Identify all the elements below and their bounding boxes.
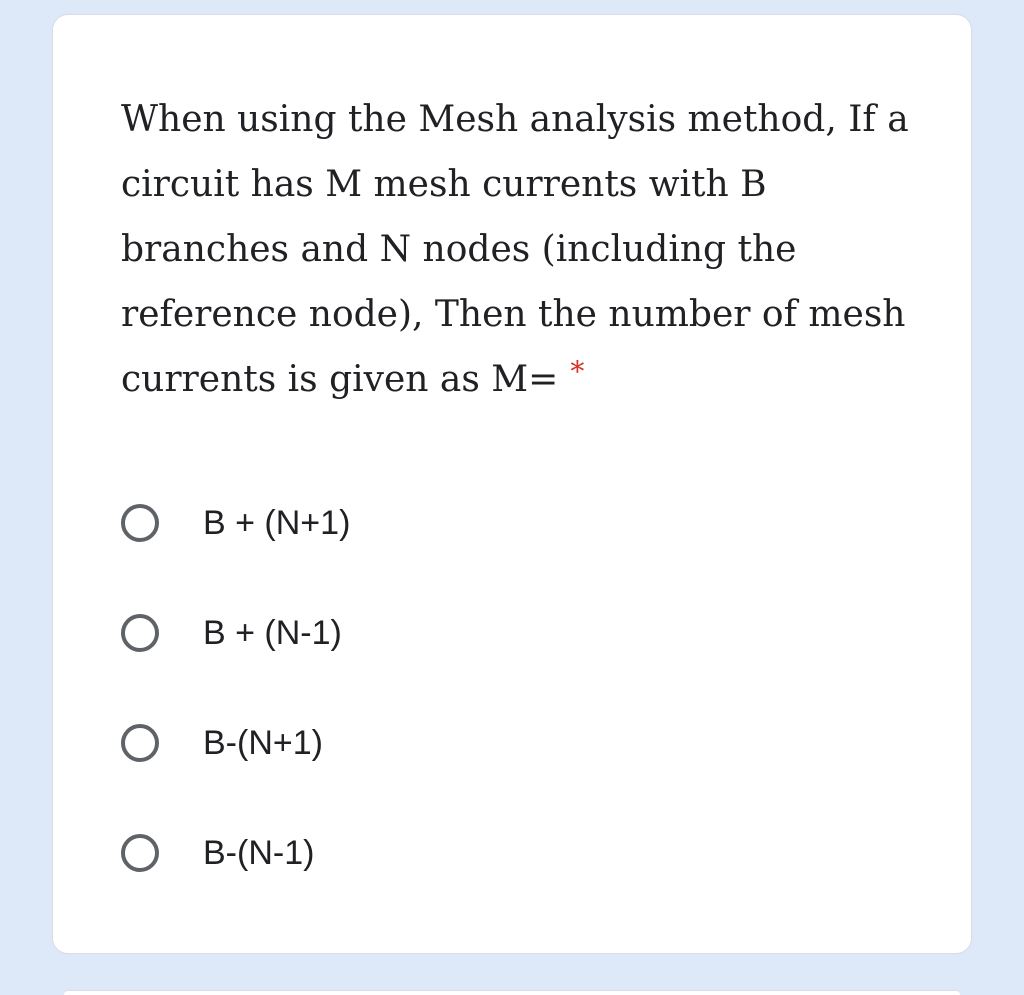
option-label: B + (N+1) (203, 503, 351, 542)
radio-button[interactable] (121, 834, 159, 872)
option-label: B-(N-1) (203, 833, 315, 872)
required-asterisk: * (570, 355, 585, 388)
option-b-plus-n-minus-1[interactable] (121, 605, 350, 661)
option-b-plus-n-plus-1[interactable] (121, 495, 350, 551)
question-text (121, 87, 911, 412)
next-card-edge (64, 990, 960, 995)
radio-button[interactable] (121, 724, 159, 762)
option-b-minus-n-minus-1[interactable] (121, 825, 350, 881)
question-card (52, 14, 972, 954)
option-label: B-(N+1) (203, 723, 323, 762)
radio-group (121, 495, 350, 935)
question-label: When using the Mesh analysis method, If a circuit has M mesh currents with B branches and N nodes (including the reference node), Then the number of mesh currents is given as M= (121, 99, 909, 400)
option-label: B + (N-1) (203, 613, 342, 652)
option-b-minus-n-plus-1[interactable] (121, 715, 350, 771)
radio-button[interactable] (121, 504, 159, 542)
radio-button[interactable] (121, 614, 159, 652)
